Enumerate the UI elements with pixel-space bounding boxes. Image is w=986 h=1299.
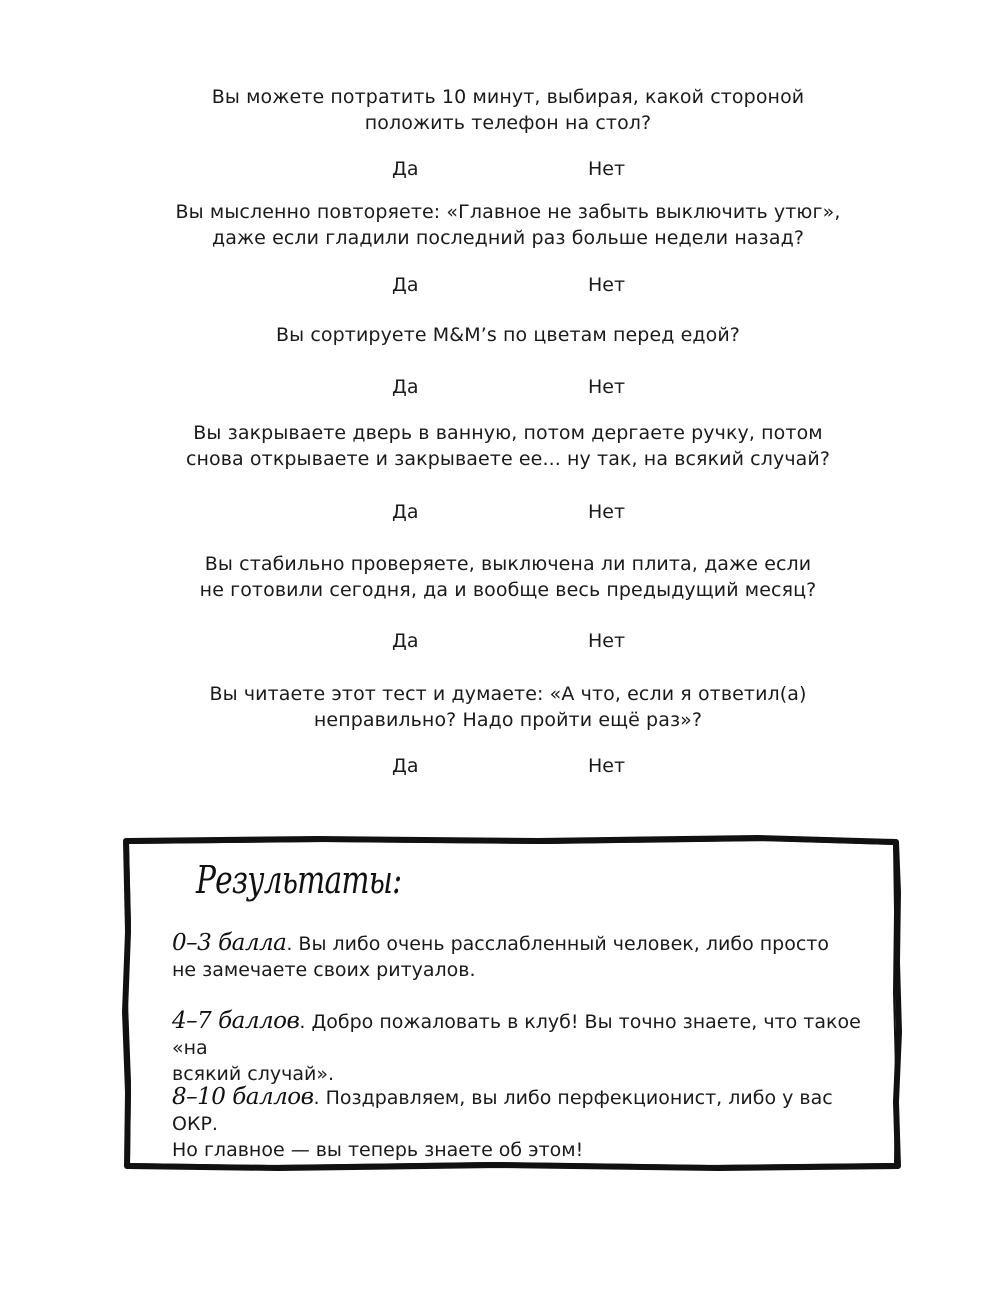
answer-yes-2[interactable]: Да — [392, 274, 419, 296]
question-3 — [0, 322, 986, 348]
question-6 — [0, 681, 986, 733]
question-3-line-1: Вы сортируете M&M’s по цветам перед едой? — [275, 324, 740, 346]
result-4-7-text-1: . Добро пожаловать в клуб! Вы точно знаете, что такое «на — [172, 1011, 861, 1059]
question-5-line-1: Вы стабильно проверяете, выключена ли плита, даже если — [204, 553, 812, 575]
question-4-line-1: Вы закрываете дверь в ванную, потом дергаете ручку, потом — [193, 422, 823, 444]
question-1 — [0, 84, 986, 136]
answer-yes-5[interactable]: Да — [392, 630, 419, 652]
answer-yes-6[interactable]: Да — [392, 755, 419, 777]
answer-no-2[interactable]: Нет — [588, 274, 626, 296]
result-8-10-text-2: Но главное — вы теперь знаете об этом! — [172, 1139, 584, 1161]
answer-no-1[interactable]: Нет — [588, 158, 626, 180]
result-0-3-text-2: не замечаете своих ритуалов. — [172, 959, 476, 981]
result-0-3-text-1: . Вы либо очень расслабленный человек, либо просто — [286, 933, 829, 955]
question-2-line-1: Вы мысленно повторяете: «Главное не забыть выключить утюг», — [175, 201, 841, 223]
results-title: Результаты: — [196, 858, 402, 902]
question-2-line-2: даже если гладили последний раз больше недели назад? — [211, 227, 805, 249]
result-0-3 — [172, 930, 872, 983]
result-8-10-text-1: . Поздравляем, вы либо перфекционист, либо у вас ОКР. — [172, 1087, 833, 1135]
question-5-line-2: не готовили сегодня, да и вообще весь предыдущий месяц? — [199, 579, 817, 601]
question-4-line-2: снова открываете и закрываете ее... ну так, на всякий случай? — [185, 448, 831, 470]
answer-yes-3[interactable]: Да — [392, 376, 419, 398]
result-4-7-text-2: всякий случай». — [172, 1063, 335, 1085]
answer-yes-1[interactable]: Да — [392, 158, 419, 180]
result-8-10 — [172, 1084, 872, 1163]
result-0-3-score: 0–3 балла — [172, 930, 287, 956]
question-1-line-1: Вы можете потратить 10 минут, выбирая, какой стороной — [211, 86, 805, 108]
question-6-line-1: Вы читаете этот тест и думаете: «А что, если я ответил(а) — [209, 683, 807, 705]
answer-no-4[interactable]: Нет — [588, 501, 626, 523]
result-4-7 — [172, 1008, 872, 1087]
question-4 — [0, 420, 986, 472]
answer-yes-4[interactable]: Да — [392, 501, 419, 523]
question-2 — [0, 199, 986, 251]
result-8-10-score: 8–10 баллов — [172, 1084, 314, 1110]
question-1-line-2: положить телефон на стол? — [364, 112, 652, 134]
question-5 — [0, 551, 986, 603]
question-6-line-2: неправильно? Надо пройти ещё раз»? — [313, 709, 703, 731]
result-4-7-score: 4–7 баллов — [172, 1008, 300, 1034]
answer-no-3[interactable]: Нет — [588, 376, 626, 398]
answer-no-5[interactable]: Нет — [588, 630, 626, 652]
answer-no-6[interactable]: Нет — [588, 755, 626, 777]
